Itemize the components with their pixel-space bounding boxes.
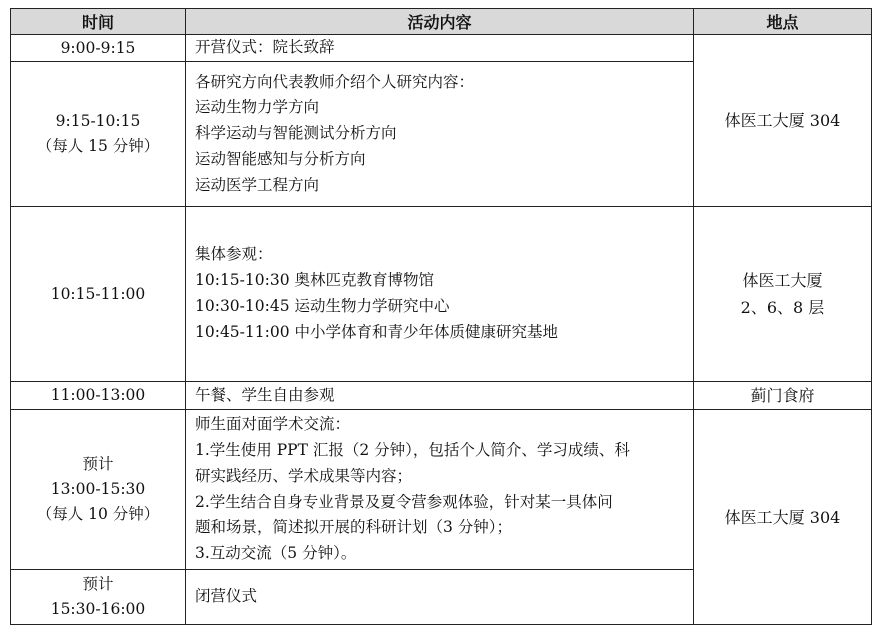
activity-line: 运动医学工程方向 [195, 175, 320, 194]
activity-cell [186, 35, 694, 62]
place-line: 2、6、8 层 [740, 298, 825, 317]
header-row [11, 9, 872, 35]
activity-line: 闭营仪式 [195, 587, 258, 606]
activity-cell [186, 410, 694, 570]
activity-line: 3.互动交流（5 分钟）。 [195, 544, 357, 563]
header-activity: 活动内容 [186, 9, 694, 35]
activity-cell [186, 207, 694, 382]
activity-cell [186, 62, 694, 207]
place-cell [694, 35, 872, 207]
header-time: 时间 [11, 9, 186, 35]
activity-line: 开营仪式：院长致辞 [195, 38, 335, 57]
header-place: 地点 [694, 9, 872, 35]
activity-line: 集体参观： [195, 245, 273, 264]
time-line: 9:00-9:15 [60, 38, 136, 57]
activity-cell [186, 570, 694, 625]
time-cell [11, 382, 186, 410]
place-line: 体医工大厦 [742, 271, 823, 290]
time-cell [11, 35, 186, 62]
table-row [11, 410, 872, 570]
place-cell [694, 410, 872, 625]
time-line: 9:15-10:15 [55, 112, 141, 130]
time-cell [11, 410, 186, 570]
time-line: 11:00-13:00 [50, 386, 146, 404]
place-line: 体医工大厦 304 [724, 111, 841, 130]
activity-line: 科学运动与智能测试分析方向 [195, 124, 397, 143]
activity-line: 10:45-11:00 中小学体育和青少年体质健康研究基地 [195, 322, 559, 341]
place-cell [694, 207, 872, 382]
table-row [11, 382, 872, 410]
time-line: 10:15-11:00 [50, 284, 146, 303]
time-line: 15:30-16:00 [50, 600, 146, 618]
activity-line: 2.学生结合自身专业背景及夏令营参观体验，针对某一具体问 [195, 492, 613, 511]
activity-line: 10:30-10:45 运动生物力学研究中心 [195, 297, 450, 315]
time-cell [11, 570, 186, 625]
activity-line: 10:15-10:30 奥林匹克教育博物馆 [195, 271, 435, 290]
time-line: 预计 [82, 575, 114, 593]
schedule-table [10, 8, 872, 625]
table-row [11, 207, 872, 382]
time-line: （每人 15 分钟） [36, 137, 160, 155]
time-cell [11, 207, 186, 382]
activity-cell [186, 382, 694, 410]
table-row [11, 35, 872, 62]
activity-line: 题和场景，简述拟开展的科研计划（3 分钟）； [195, 518, 513, 537]
time-line: 13:00-15:30 [50, 480, 146, 498]
activity-line: 师生面对面学术交流： [195, 415, 351, 434]
time-line: 预计 [82, 455, 114, 473]
activity-line: 午餐、学生自由参观 [195, 385, 335, 404]
place-line: 蓟门食府 [750, 386, 815, 405]
activity-line: 各研究方向代表教师介绍个人研究内容： [195, 72, 475, 91]
activity-line: 1.学生使用 PPT 汇报（2 分钟），包括个人简介、学习成绩、科 [195, 440, 630, 459]
time-line: （每人 10 分钟） [36, 505, 160, 523]
time-cell [11, 62, 186, 207]
activity-line: 运动智能感知与分析方向 [195, 149, 366, 168]
place-cell [694, 382, 872, 410]
activity-line: 研实践经历、学术成果等内容； [195, 466, 413, 485]
activity-line: 运动生物力学方向 [195, 98, 320, 117]
place-line: 体医工大厦 304 [724, 507, 841, 527]
